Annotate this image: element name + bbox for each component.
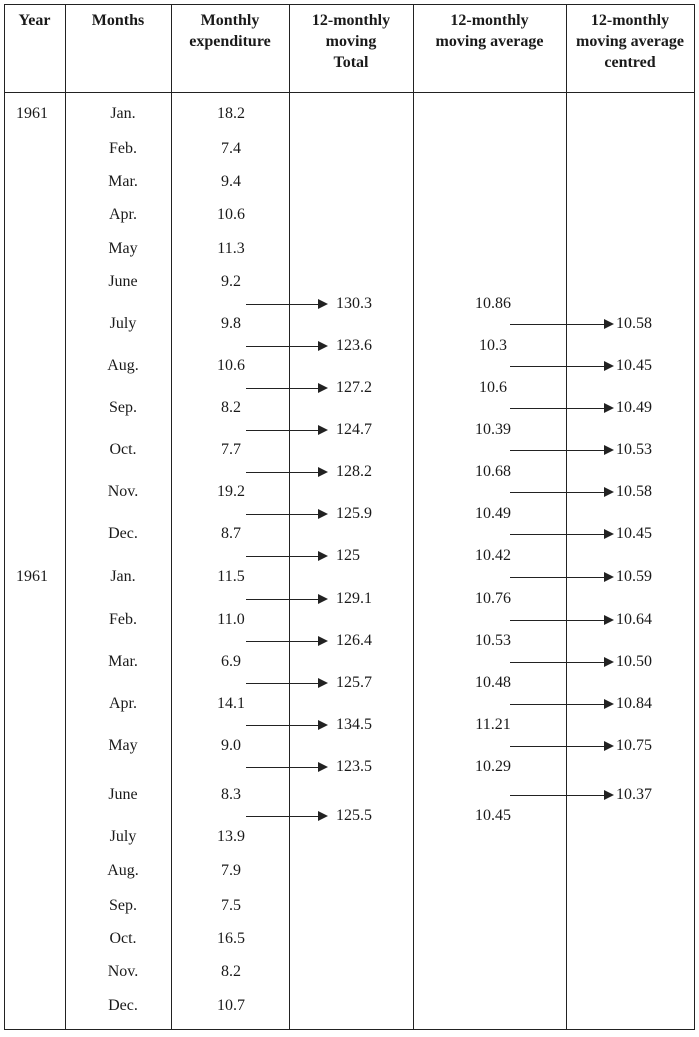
expenditure-cell: 10.6 xyxy=(217,357,245,374)
expenditure-cell: 11.5 xyxy=(217,568,245,585)
month-cell: June xyxy=(108,786,138,803)
arrow-to-centred xyxy=(510,577,612,578)
moving-total-cell: 125.9 xyxy=(336,505,372,522)
centred-average-cell: 10.45 xyxy=(616,357,652,374)
centred-average-cell: 10.64 xyxy=(616,611,652,628)
arrow-to-total xyxy=(246,641,326,642)
expenditure-cell: 13.9 xyxy=(217,828,245,845)
arrow-to-centred xyxy=(510,408,612,409)
header-line: Total xyxy=(333,54,369,71)
column-divider xyxy=(65,4,66,1030)
arrow-to-centred xyxy=(510,366,612,367)
moving-total-cell: 126.4 xyxy=(336,632,372,649)
centred-average-cell: 10.45 xyxy=(616,525,652,542)
arrow-to-centred xyxy=(510,746,612,747)
arrow-to-total xyxy=(246,430,326,431)
expenditure-cell: 10.6 xyxy=(217,206,245,223)
centred-average-cell: 10.58 xyxy=(616,315,652,332)
table-border-bottom xyxy=(4,1029,695,1030)
expenditure-cell: 8.2 xyxy=(221,399,241,416)
expenditure-cell: 10.7 xyxy=(217,997,245,1014)
header-months xyxy=(65,10,171,31)
header-line: Months xyxy=(91,12,145,29)
arrow-to-total xyxy=(246,304,326,305)
column-divider xyxy=(413,4,414,1030)
arrow-to-total xyxy=(246,683,326,684)
header-divider xyxy=(4,92,695,93)
arrow-to-centred xyxy=(510,492,612,493)
expenditure-cell: 7.5 xyxy=(221,897,241,914)
header-line: moving average xyxy=(435,33,544,50)
table-border-top xyxy=(4,4,695,5)
header-line: moving xyxy=(325,33,377,50)
moving-average-cell: 10.45 xyxy=(475,807,511,824)
month-cell: May xyxy=(108,737,138,754)
header-line: 12-monthly xyxy=(311,12,391,29)
expenditure-cell: 9.2 xyxy=(221,273,241,290)
centred-average-cell: 10.58 xyxy=(616,483,652,500)
moving-total-cell: 125.7 xyxy=(336,674,372,691)
expenditure-cell: 11.0 xyxy=(217,611,245,628)
month-cell: July xyxy=(109,315,137,332)
moving-average-cell: 10.29 xyxy=(475,758,511,775)
centred-average-cell: 10.53 xyxy=(616,441,652,458)
moving-total-cell: 124.7 xyxy=(336,421,372,438)
arrow-to-centred xyxy=(510,662,612,663)
header-line: moving average xyxy=(576,33,684,50)
moving-average-cell: 11.21 xyxy=(475,716,511,733)
moving-average-cell: 10.76 xyxy=(475,590,511,607)
month-cell: Aug. xyxy=(107,862,139,879)
centred-average-cell: 10.37 xyxy=(616,786,652,803)
moving-average-cell: 10.53 xyxy=(475,632,511,649)
header-line: Monthly xyxy=(200,12,260,29)
arrow-to-centred xyxy=(510,795,612,796)
expenditure-cell: 9.8 xyxy=(221,315,241,332)
month-cell: Nov. xyxy=(107,963,139,980)
arrow-to-centred xyxy=(510,450,612,451)
month-cell: Apr. xyxy=(109,695,137,712)
month-cell: Sep. xyxy=(109,897,137,914)
arrow-to-total xyxy=(246,388,326,389)
expenditure-cell: 8.3 xyxy=(221,786,241,803)
arrow-to-centred xyxy=(510,324,612,325)
month-cell: June xyxy=(108,273,138,290)
expenditure-cell: 9.0 xyxy=(221,737,241,754)
arrow-to-total xyxy=(246,472,326,473)
centred-average-cell: 10.59 xyxy=(616,568,652,585)
moving-average-cell: 10.68 xyxy=(475,463,511,480)
header-monthly-expenditure xyxy=(171,10,289,52)
arrow-to-total xyxy=(246,816,326,817)
arrow-to-total xyxy=(246,346,326,347)
month-cell: Feb. xyxy=(109,611,137,628)
header-moving-average xyxy=(413,10,566,52)
moving-total-cell: 128.2 xyxy=(336,463,372,480)
expenditure-cell: 9.4 xyxy=(221,173,241,190)
arrow-to-total xyxy=(246,556,326,557)
month-cell: July xyxy=(109,828,137,845)
month-cell: Dec. xyxy=(108,997,138,1014)
centred-average-cell: 10.50 xyxy=(616,653,652,670)
arrow-to-centred xyxy=(510,534,612,535)
centred-average-cell: 10.49 xyxy=(616,399,652,416)
month-cell: Dec. xyxy=(108,525,138,542)
header-line: 12-monthly xyxy=(590,12,670,29)
arrow-to-total xyxy=(246,514,326,515)
expenditure-cell: 8.2 xyxy=(221,963,241,980)
moving-average-cell: 10.6 xyxy=(479,379,507,396)
month-cell: Aug. xyxy=(107,357,139,374)
header-line: centred xyxy=(604,54,656,71)
header-line: 12-monthly xyxy=(450,12,529,29)
expenditure-cell: 11.3 xyxy=(217,240,245,257)
header-moving-average-centred xyxy=(566,10,694,73)
month-cell: Jan. xyxy=(110,568,136,585)
moving-average-cell: 10.86 xyxy=(475,295,511,312)
moving-total-cell: 125 xyxy=(336,547,360,564)
moving-average-cell: 10.42 xyxy=(475,547,511,564)
moving-average-cell: 10.49 xyxy=(475,505,511,522)
moving-total-cell: 130.3 xyxy=(336,295,372,312)
expenditure-cell: 14.1 xyxy=(217,695,245,712)
centred-average-cell: 10.75 xyxy=(616,737,652,754)
expenditure-cell: 6.9 xyxy=(221,653,241,670)
centred-average-cell: 10.84 xyxy=(616,695,652,712)
expenditure-cell: 7.7 xyxy=(221,441,241,458)
expenditure-cell: 16.5 xyxy=(217,930,245,947)
table-border-left xyxy=(4,4,5,1030)
month-cell: Oct. xyxy=(109,930,137,947)
moving-total-cell: 129.1 xyxy=(336,590,372,607)
expenditure-cell: 18.2 xyxy=(217,105,245,122)
moving-total-cell: 134.5 xyxy=(336,716,372,733)
month-cell: May xyxy=(108,240,138,257)
moving-total-cell: 123.5 xyxy=(336,758,372,775)
moving-total-cell: 123.6 xyxy=(336,337,372,354)
arrow-to-total xyxy=(246,767,326,768)
arrow-to-centred xyxy=(510,620,612,621)
arrow-to-total xyxy=(246,599,326,600)
header-year xyxy=(4,10,65,31)
expenditure-cell: 19.2 xyxy=(217,483,245,500)
month-cell: Nov. xyxy=(107,483,139,500)
moving-average-cell: 10.3 xyxy=(479,337,507,354)
header-line: Year xyxy=(18,12,51,29)
moving-average-cell: 10.48 xyxy=(475,674,511,691)
moving-total-cell: 127.2 xyxy=(336,379,372,396)
arrow-to-total xyxy=(246,725,326,726)
column-divider xyxy=(171,4,172,1030)
table-border-right xyxy=(694,4,695,1030)
year-cell: 1961 xyxy=(16,105,48,122)
month-cell: Sep. xyxy=(109,399,137,416)
year-cell: 1961 xyxy=(16,568,48,585)
expenditure-cell: 7.4 xyxy=(221,140,241,157)
month-cell: Jan. xyxy=(110,105,136,122)
month-cell: Mar. xyxy=(108,653,138,670)
expenditure-cell: 8.7 xyxy=(221,525,241,542)
header-moving-total xyxy=(289,10,413,73)
month-cell: Mar. xyxy=(108,173,138,190)
column-divider xyxy=(289,4,290,1030)
header-line: expenditure xyxy=(189,33,271,50)
month-cell: Oct. xyxy=(109,441,137,458)
moving-total-cell: 125.5 xyxy=(336,807,372,824)
column-divider xyxy=(566,4,567,1030)
arrow-to-centred xyxy=(510,704,612,705)
expenditure-cell: 7.9 xyxy=(221,862,241,879)
month-cell: Feb. xyxy=(109,140,137,157)
moving-average-cell: 10.39 xyxy=(475,421,511,438)
month-cell: Apr. xyxy=(109,206,137,223)
